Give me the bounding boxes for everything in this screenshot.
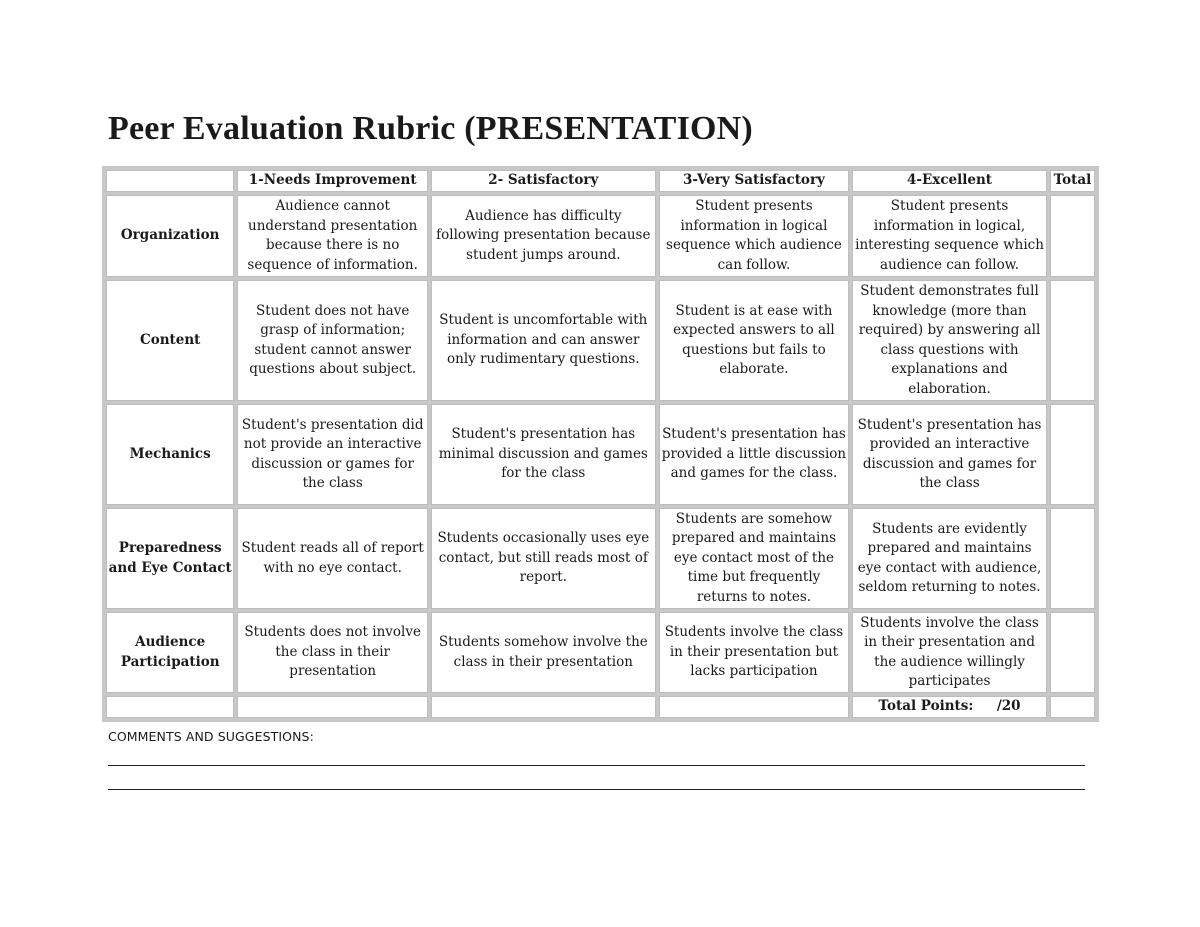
table-row <box>106 280 1095 401</box>
rubric-cell: Students are somehow prepared and maintains eye contact most of the time but frequently returns to notes. <box>659 508 850 609</box>
header-needs-improvement: 1-Needs Improvement <box>237 170 428 192</box>
criterion-mechanics: Mechanics <box>106 404 234 505</box>
rubric-cell: Student presents information in logical sequence which audience can follow. <box>659 195 850 277</box>
rubric-cell: Students occasionally uses eye contact, but still reads most of report. <box>431 508 656 609</box>
empty-cell <box>431 696 656 718</box>
rubric-cell: Audience has difficulty following presentation because student jumps around. <box>431 195 656 277</box>
criterion-audience-participation: Audience Participation <box>106 612 234 693</box>
rubric-cell: Student reads all of report with no eye contact. <box>237 508 428 609</box>
total-points-row <box>106 696 1095 718</box>
rubric-cell: Students involve the class in their presentation but lacks participation <box>659 612 850 693</box>
rubric-cell: Students does not involve the class in their presentation <box>237 612 428 693</box>
comment-line[interactable] <box>108 789 1085 790</box>
header-corner <box>106 170 234 192</box>
comments-label: COMMENTS AND SUGGESTIONS: <box>108 729 314 744</box>
grand-total-cell[interactable] <box>1050 696 1095 718</box>
empty-cell <box>659 696 850 718</box>
rubric-cell: Students somehow involve the class in their presentation <box>431 612 656 693</box>
total-cell[interactable] <box>1050 280 1095 401</box>
empty-cell <box>106 696 234 718</box>
total-cell[interactable] <box>1050 612 1095 693</box>
rubric-cell: Student's presentation has provided a little discussion and games for the class. <box>659 404 850 505</box>
total-cell[interactable] <box>1050 195 1095 277</box>
criterion-organization: Organization <box>106 195 234 277</box>
total-cell[interactable] <box>1050 508 1095 609</box>
total-points-max: /20 <box>996 698 1021 714</box>
rubric-cell: Student does not have grasp of information; student cannot answer questions about subject. <box>237 280 428 401</box>
rubric-table <box>102 166 1099 722</box>
table-row <box>106 404 1095 505</box>
rubric-cell: Student demonstrates full knowledge (more than required) by answering all class questions with explanations and elaboration. <box>852 280 1047 401</box>
table-row <box>106 508 1095 609</box>
rubric-cell: Student is at ease with expected answers to all questions but fails to elaborate. <box>659 280 850 401</box>
header-row <box>106 170 1095 192</box>
rubric-cell: Student is uncomfortable with information and can answer only rudimentary questions. <box>431 280 656 401</box>
rubric-cell: Audience cannot understand presentation because there is no sequence of information. <box>237 195 428 277</box>
header-total: Total <box>1050 170 1095 192</box>
rubric-cell: Student's presentation has provided an interactive discussion and games for the class <box>852 404 1047 505</box>
total-points-cell <box>852 696 1047 718</box>
rubric-cell: Student's presentation has minimal discussion and games for the class <box>431 404 656 505</box>
criterion-preparedness: Preparedness and Eye Contact <box>106 508 234 609</box>
rubric-cell: Student presents information in logical, interesting sequence which audience can follow. <box>852 195 1047 277</box>
total-points-label: Total Points: <box>878 698 974 714</box>
page-title: Peer Evaluation Rubric (PRESENTATION) <box>108 110 753 147</box>
rubric-cell: Student's presentation did not provide an interactive discussion or games for the class <box>237 404 428 505</box>
table-row <box>106 612 1095 693</box>
rubric-cell: Students are evidently prepared and maintains eye contact with audience, seldom returning to notes. <box>852 508 1047 609</box>
total-cell[interactable] <box>1050 404 1095 505</box>
header-excellent: 4-Excellent <box>852 170 1047 192</box>
empty-cell <box>237 696 428 718</box>
table-row <box>106 195 1095 277</box>
header-very-satisfactory: 3-Very Satisfactory <box>659 170 850 192</box>
rubric-cell: Students involve the class in their presentation and the audience willingly participates <box>852 612 1047 693</box>
criterion-content: Content <box>106 280 234 401</box>
header-satisfactory: 2- Satisfactory <box>431 170 656 192</box>
comment-line[interactable] <box>108 765 1085 766</box>
